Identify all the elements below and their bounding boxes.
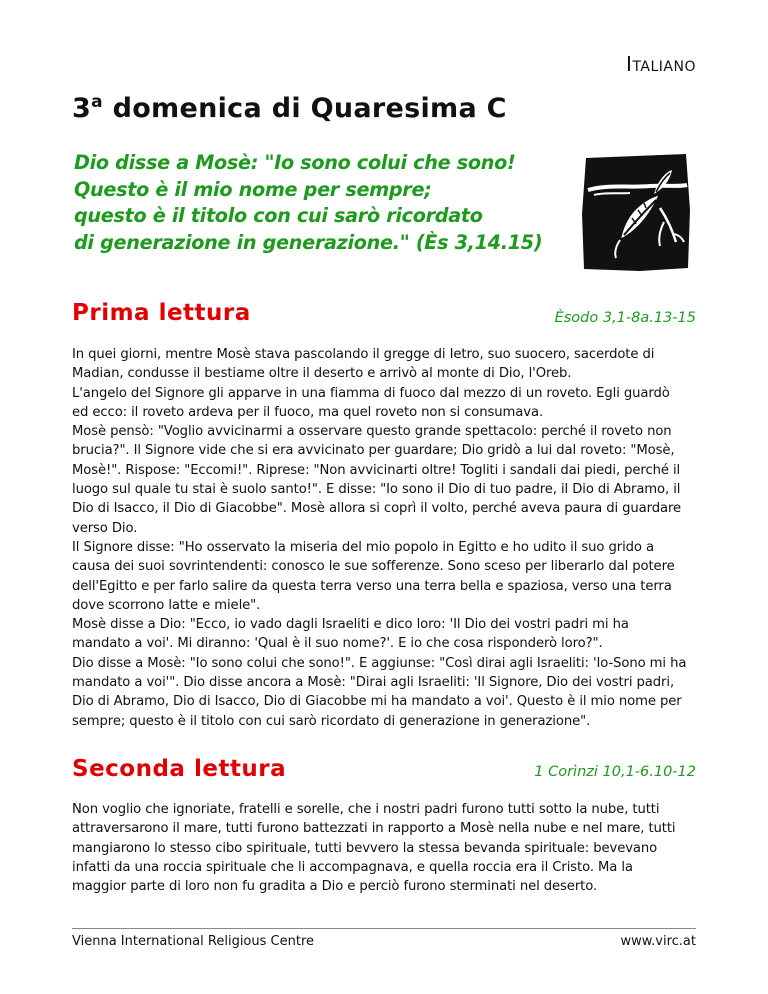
- plant-seedling-icon: [580, 150, 695, 273]
- text-line: Dio di Abramo, Dio di Isacco, Dio di Giacobbe mi ha mandato a voi'. Questo è il mio nome per: [72, 694, 682, 710]
- text-line: L'angelo del Signore gli apparve in una fiamma di fuoco dal mezzo di un roveto. Egli guardò: [72, 385, 670, 401]
- first-reading-heading: Prima lettura: [72, 300, 251, 326]
- text-line: Dio disse a Mosè: "Io sono colui che sono!". E aggiunse: "Così dirai agli Israeliti: 'Io-Sono mi ha: [72, 655, 687, 671]
- first-reading-text: [72, 345, 704, 731]
- text-line: Mosè pensò: "Voglio avvicinarmi a osservare questo grande spettacolo: perché il roveto non: [72, 424, 672, 440]
- quote-line: questo è il titolo con cui sarò ricordato: [74, 204, 483, 227]
- text-line: In quei giorni, mentre Mosè stava pascolando il gregge di Ietro, suo suocero, sacerdote di: [72, 347, 655, 362]
- second-reading-heading: Seconda lettura: [72, 756, 287, 782]
- title-number: 3: [72, 93, 92, 124]
- text-line: sempre; questo è il titolo con cui sarò ricordato di generazione in generazione".: [72, 713, 591, 729]
- page-title: [72, 92, 507, 124]
- text-line: luogo sul quale tu stai è suolo santo!". E disse: "Io sono il Dio di tuo padre, il Dio di Abramo, il: [72, 482, 681, 498]
- text-line: verso Dio.: [72, 520, 138, 536]
- text-line: ed ecco: il roveto ardeva per il fuoco, ma quel roveto non si consumava.: [72, 404, 544, 420]
- text-line: dove scorrono latte e miele".: [72, 597, 261, 613]
- text-line: Madian, condusse il bestiame oltre il deserto e arrivò al monte di Dio, l'Oreb.: [72, 366, 572, 382]
- quote-line: Dio disse a Mosè: "Io sono colui che sono!: [74, 151, 516, 174]
- text-line: mangiarono lo stesso cibo spirituale, tutti bevvero la stessa bevanda spirituale: bevevano: [72, 840, 658, 856]
- quote-line: Questo è il mio nome per sempre;: [74, 177, 432, 201]
- text-line: Mosè disse a Dio: "Ecco, io vado dagli Israeliti e dico loro: 'Il Dio dei vostri padri mi ha: [72, 617, 629, 633]
- text-line: dell'Egitto e per farlo salire da questa terra verso una terra bella e spaziosa, verso una terra: [72, 578, 672, 594]
- text-line: Mosè!". Rispose: "Eccomi!". Riprese: "Non avvicinarti oltre! Togliti i sandali dai piedi, perché il: [72, 462, 681, 478]
- opening-quote: [74, 150, 543, 256]
- text-line: Non voglio che ignoriate, fratelli e sorelle, che i nostri padri furono tutti sotto la nube, tutti: [72, 802, 660, 817]
- second-reading-text: [72, 800, 704, 896]
- quote-line: di generazione in generazione." (Ès 3,14.15): [74, 230, 543, 254]
- text-line: Il Signore disse: "Ho osservato la miseria del mio popolo in Egitto e ho udito il suo grido a: [72, 539, 654, 555]
- text-line: infatti da una roccia spirituale che li accompagnava, e quella roccia era il Cristo. Ma la: [72, 859, 633, 875]
- title-text: domenica di Quaresima C: [112, 93, 507, 124]
- title-superscript: a: [91, 92, 103, 112]
- text-line: brucia?". Il Signore vide che si era avvicinato per guardare; Dio gridò a lui dal roveto: "Mosè,: [72, 443, 675, 459]
- second-reading-reference: 1 Corìnzi 10,1-6.10-12: [534, 764, 696, 780]
- text-line: mandato a voi'". Dio disse ancora a Mosè: "Dirai agli Israeliti: 'Il Signore, Dio dei vostri padri,: [72, 675, 675, 691]
- text-line: maggior parte di loro non fu gradita a Dio e perciò furono sterminati nel deserto.: [72, 879, 598, 895]
- text-line: Dio di Isacco, il Dio di Giacobbe". Mosè allora si coprì il volto, perché aveva paura di guardare: [72, 501, 682, 517]
- language-label: Italiano: [626, 52, 696, 76]
- text-line: mandato a voi'. Mi diranno: 'Qual è il suo nome?'. E io che cosa risponderò loro?".: [72, 636, 603, 652]
- first-reading-reference: Èsodo 3,1-8a.13-15: [554, 310, 696, 326]
- footer-organization: Vienna International Religious Centre: [72, 934, 314, 949]
- footer-divider: [72, 928, 696, 929]
- text-line: attraversarono il mare, tutti furono battezzati in rapporto a Mosè nella nube e nel mare, tutti: [72, 821, 676, 837]
- footer-website-link[interactable]: www.virc.at: [620, 934, 696, 949]
- text-line: causa dei suoi sovrintendenti: conosco le sue sofferenze. Sono sceso per liberarlo dal potere: [72, 559, 675, 575]
